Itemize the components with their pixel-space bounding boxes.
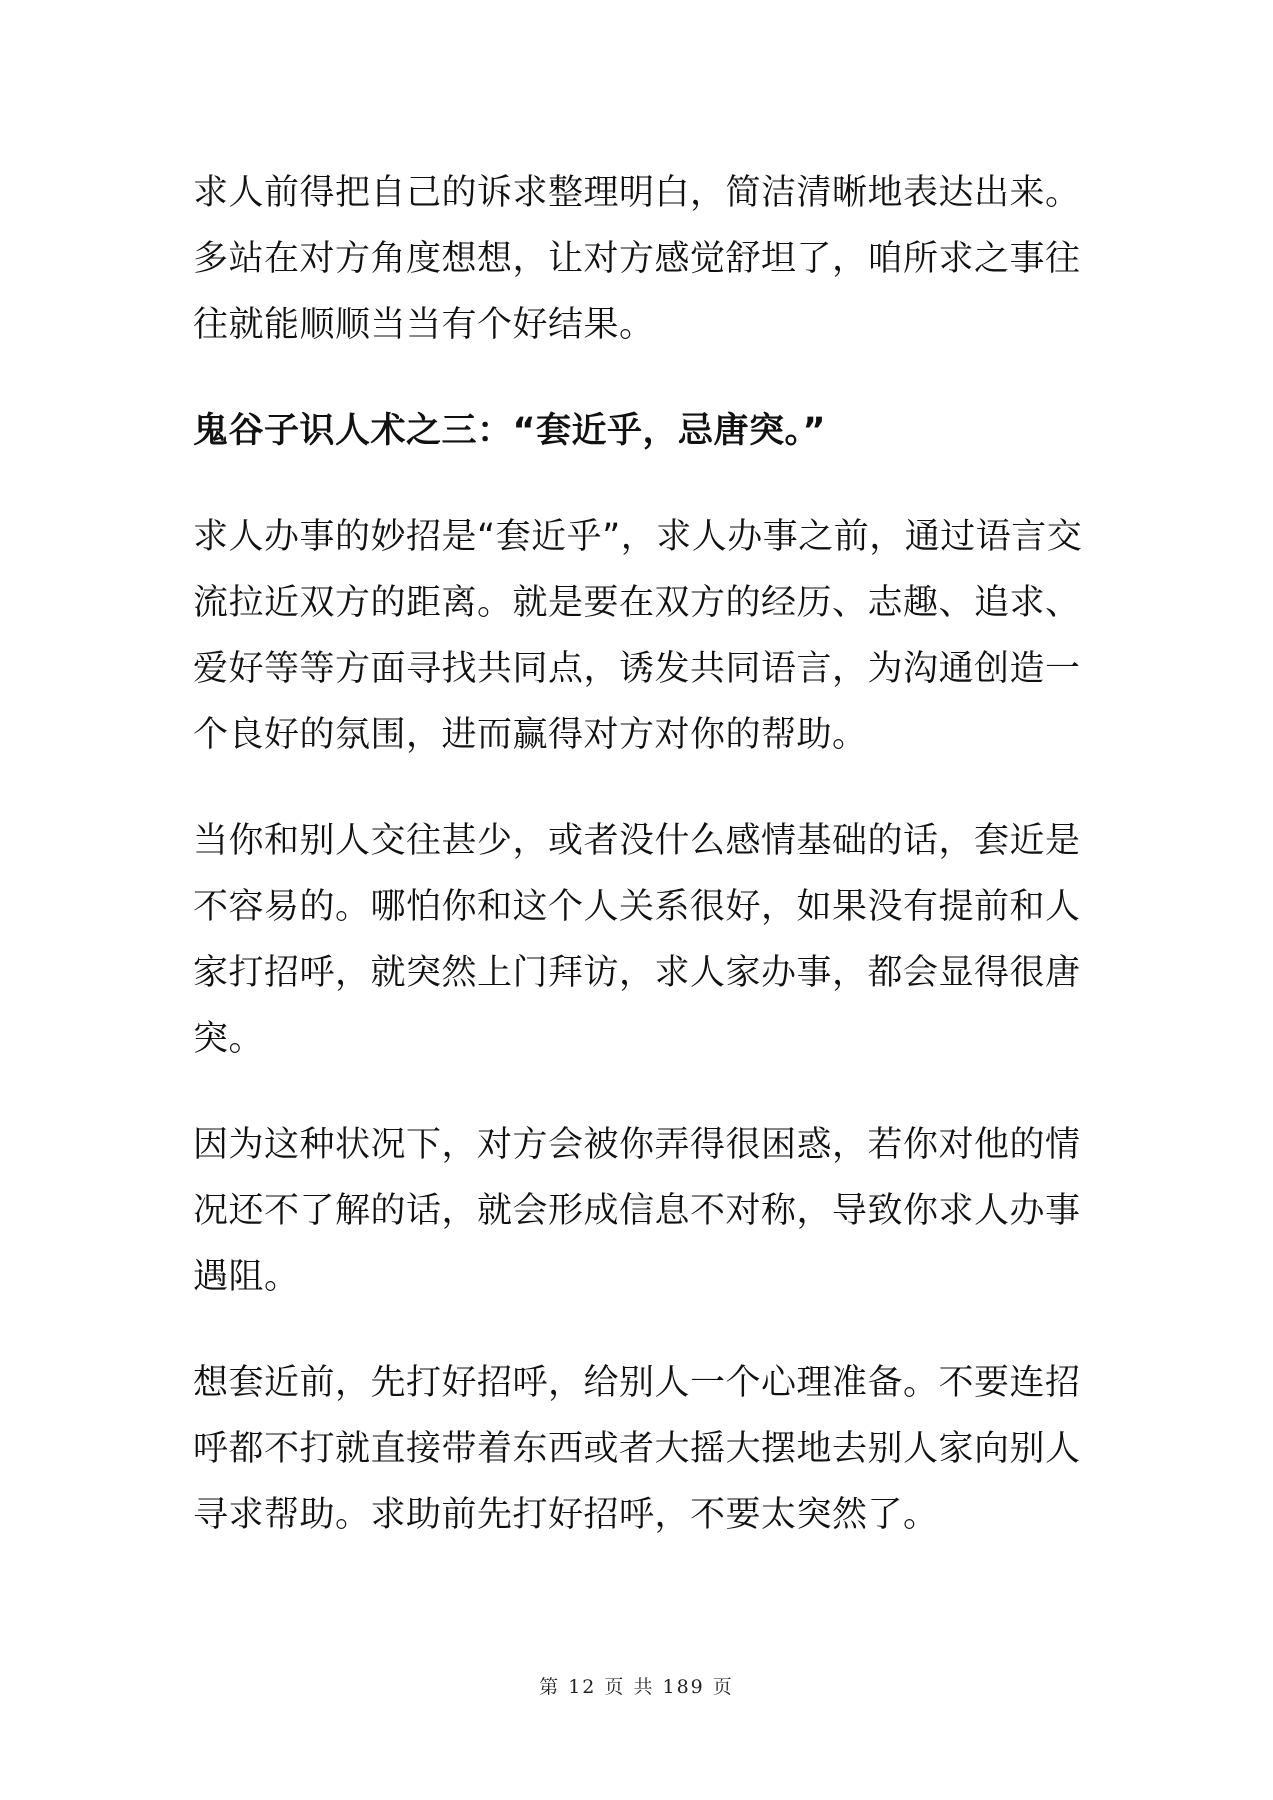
page-content — [193, 160, 1093, 1588]
page-number-footer: 第 12 页 共 189 页 — [539, 1676, 734, 1698]
paragraph-4: 因为这种状况下，对方会被你弄得很困惑，若你对他的情况还不了解的话，就会形成信息不对称，导致你求人办事遇阻。 — [193, 1125, 1081, 1297]
paragraph-3: 当你和别人交往甚少，或者没什么感情基础的话，套近是不容易的。哪怕你和这个人关系很好，如果没有提前和人家打招呼，就突然上门拜访，求人家办事，都会显得很唐突。 — [193, 821, 1081, 1059]
section-heading: 鬼谷子识人术之三：“套近乎，忌唐突。” — [193, 411, 827, 451]
paragraph-2: 求人办事的妙招是“套近乎”，求人办事之前，通过语言交流拉近双方的距离。就是要在双方的经历、志趣、追求、爱好等等方面寻找共同点，诱发共同语言，为沟通创造一个良好的氛围，进而赢得对方对你的帮助。 — [193, 517, 1083, 755]
paragraph-5: 想套近前，先打好招呼，给别人一个心理准备。不要连招呼都不打就直接带着东西或者大摇大摆地去别人家向别人寻求帮助。求助前先打好招呼，不要太突然了。 — [193, 1363, 1081, 1535]
paragraph-1: 求人前得把自己的诉求整理明白，简洁清晰地表达出来。多站在对方角度想想，让对方感觉舒坦了，咱所求之事往往就能顺顺当当有个好结果。 — [193, 173, 1081, 345]
